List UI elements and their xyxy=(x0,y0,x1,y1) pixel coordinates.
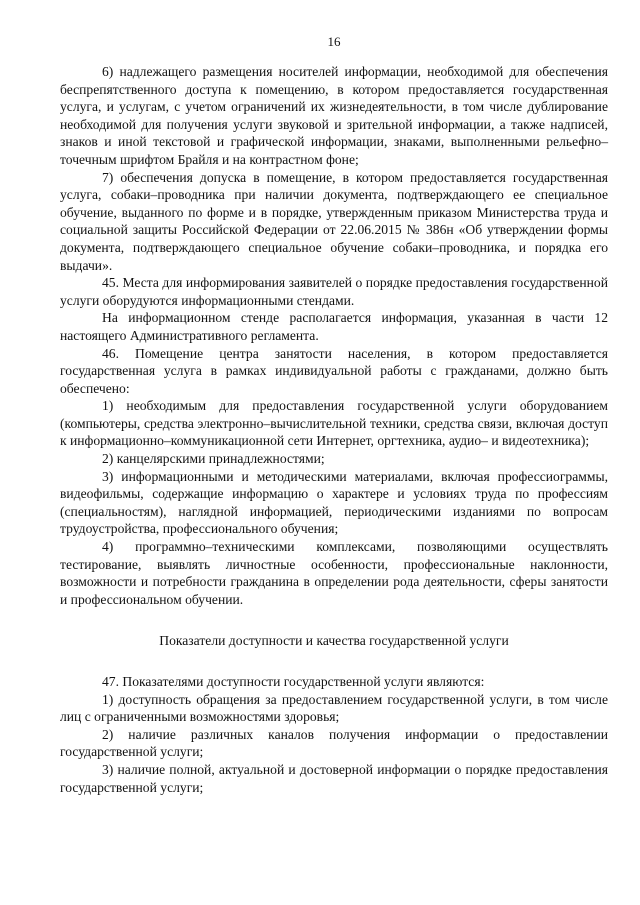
paragraphs-top xyxy=(60,63,608,608)
paragraph-46-item-1: 1) необходимым для предоставления государственной услуги оборудованием (компьютеры, средства электронно–вычислительной техники, средства связи, включая доступ к информационно–коммуникационной сети Интернет, оргтехника, аудио– и видеотехника); xyxy=(60,398,608,449)
paragraph-info-stand: На информационном стенде располагается информация, указанная в части 12 настоящего Административного регламента. xyxy=(60,310,608,343)
paragraph-46-item-2: 2) канцелярскими принадлежностями; xyxy=(102,451,325,467)
document-page xyxy=(60,34,608,796)
paragraph-item-7: 7) обеспечения допуска в помещение, в котором предоставляется государственная услуга, собаки–проводника при наличии документа, подтверждающего ее специальное обучение, выданного по форме и в порядке, утвержденным приказом Министерства труда и социальной защиты Российской Федерации от 22.06.2015 № 386н «Об утверждении формы документа, подтверждающего специальное обучение собаки–проводника, и порядка его выдачи». xyxy=(60,169,608,273)
paragraph-46-item-4: 4) программно–техническими комплексами, позволяющими осуществлять тестирование, выявлять личностные особенности, профессиональные наклонности, возможности и потребности гражданина в определении рода деятельности, сферы занятости и профессиональном обучении. xyxy=(60,539,608,607)
paragraph-item-6: 6) надлежащего размещения носителей информации, необходимой для обеспечения беспрепятственного доступа к помещению, в котором предоставляется государственная услуга, и услугам, с учетом ограничений их жизнедеятельности, в том числе дублирование необходимой для получения услуги звуковой и зрительной информации, а также надписей, знаков и иной текстовой и графической информации, знаками, выполненными рельефно–точечным шрифтом Брайля и на контрастном фоне; xyxy=(60,64,608,167)
paragraph-47: 47. Показателями доступности государственной услуги являются: xyxy=(102,674,485,689)
paragraph-47-item-1: 1) доступность обращения за предоставлением государственной услуги, в том числе лиц с ограниченными возможностями здоровья; xyxy=(60,691,608,725)
paragraph-46-item-3: 3) информационными и методическими материалами, включая профессиограммы, видеофильмы, содержащие информацию о характере и условиях труда по профессиям (специальностям), наглядной информацией, периодическими изданиями по вопросам трудоустройства, профессионального обучения; xyxy=(60,468,608,537)
page-number: 16 xyxy=(327,34,341,49)
section-heading: Показатели доступности и качества государственной услуги xyxy=(159,633,509,649)
paragraph-47-item-2: 2) наличие различных каналов получения информации о предоставлении государственной услуги; xyxy=(60,726,608,760)
paragraph-45: 45. Места для информирования заявителей о порядке предоставления государственной услуги оборудуются информационными стендами. xyxy=(60,275,608,308)
paragraph-46: 46. Помещение центра занятости населения, в котором предоставляется государственная услуга в рамках индивидуальной работы с гражданами, должно быть обеспечено: xyxy=(60,345,608,396)
paragraphs-bottom xyxy=(60,673,608,796)
paragraph-47-item-3: 3) наличие полной, актуальной и достоверной информации о порядке предоставления государственной услуги; xyxy=(60,761,608,795)
